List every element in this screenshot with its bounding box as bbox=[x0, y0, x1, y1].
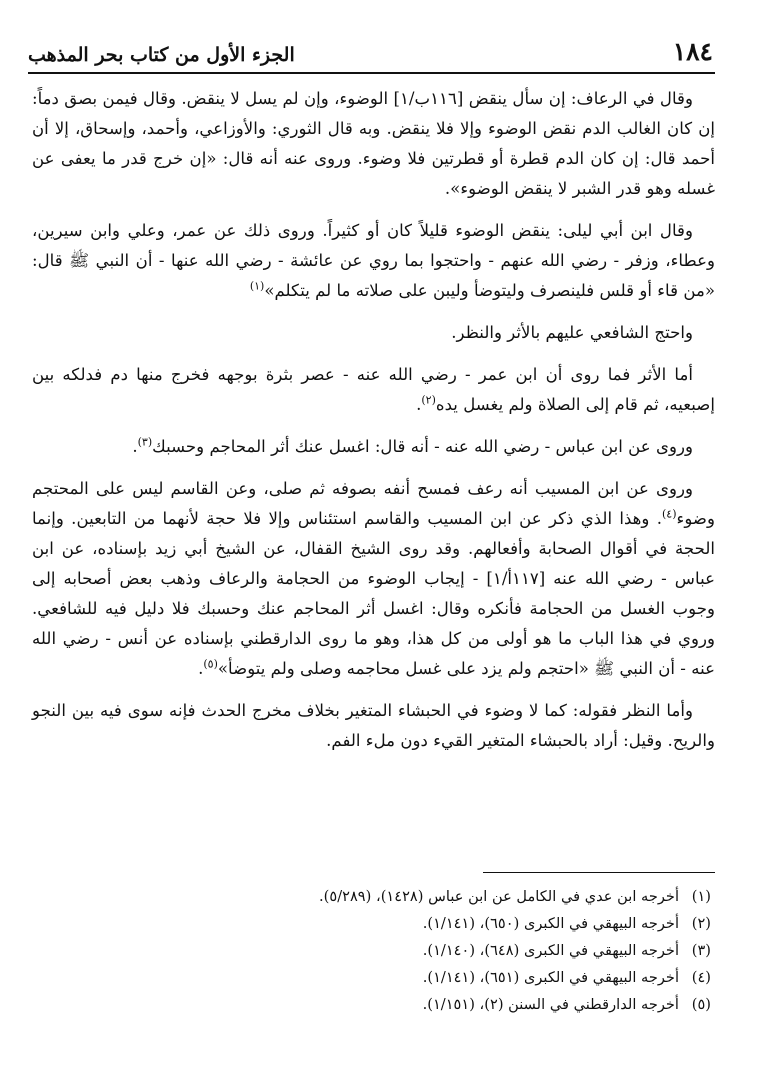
footnotes bbox=[32, 884, 711, 1019]
paragraph-6-end: . bbox=[198, 659, 204, 678]
footnote-ref-3: (٣) bbox=[137, 435, 153, 449]
paragraph-1: وقال في الرعاف: إن سأل ينقض [١١٦ب/١] الوضوء، وإن لم يسل لا ينقض. وقال فيمن بصق دماً: إن كان الغالب الدم نقض الوضوء وإلا فلا ينقض. وبه قال الثوري: والأوزاعي، وأحمد، وإسحاق، إلا أن أحمد قال: إن كان الدم قطرة أو قطرتين فلا وضوء. وروى عنه أنه قال: «إن خرج قدر ما يعفى عن غسله وهو قدر الشبر لا ينقض الوضوء». bbox=[32, 89, 715, 198]
footnote-1 bbox=[32, 884, 711, 910]
footnote-number: (٢) bbox=[691, 915, 711, 932]
main-text bbox=[32, 84, 715, 768]
page-number: ١٨٤ bbox=[672, 37, 713, 66]
footnote-3 bbox=[32, 938, 711, 964]
paragraph-2-text: وقال ابن أبي ليلى: ينقض الوضوء قليلاً كان أو كثيراً. وروى ذلك عن عمر، وعلي وابن سيرين، وعطاء، وزفر - رضي الله عنهم - واحتجوا بما روي عن عائشة - رضي الله عنها - أن النبي ﷺ قال: «من قاء أو قلس فلينصرف وليتوضأ وليبن على صلاته ما لم يتكلم» bbox=[32, 221, 715, 300]
footnote-text: أخرجه البيهقي في الكبرى (٦٥١)، (١/١٤١). bbox=[422, 969, 679, 986]
footnote-4 bbox=[32, 965, 711, 991]
paragraph-3: واحتج الشافعي عليهم بالأثر والنظر. bbox=[451, 323, 693, 342]
paragraph-6 bbox=[32, 474, 715, 684]
running-title: الجزء الأول من كتاب بحر المذهب bbox=[28, 44, 295, 66]
footnote-number: (٣) bbox=[691, 942, 711, 959]
footnote-number: (٤) bbox=[691, 969, 711, 986]
footnote-text: أخرجه البيهقي في الكبرى (٦٤٨)، (١/١٤٠). bbox=[422, 942, 679, 959]
paragraph-5-text: وروى عن ابن عباس - رضي الله عنه - أنه قال: اغسل عنك أثر المحاجم وحسبك bbox=[152, 437, 693, 456]
footnote-divider bbox=[483, 872, 715, 873]
paragraph-4 bbox=[32, 360, 715, 420]
footnote-text: أخرجه ابن عدي في الكامل عن ابن عباس (١٤٢٨)، (٥/٢٨٩). bbox=[319, 888, 679, 905]
page-header bbox=[28, 34, 715, 74]
paragraph-5-end: . bbox=[132, 437, 138, 456]
footnote-ref-2: (٢) bbox=[421, 393, 436, 407]
paragraph-6-text-b: . وهذا الذي ذكر عن ابن المسيب والقاسم استئناس وإلا فلا حجة لأنهما من التابعين. وإنما الحجة في أقوال الصحابة وأفعالهم. وقد روى الشيخ القفال، عن الشيخ أبي زيد بإسناده، عن ابن عباس - رضي الله عنه [١١٧أ/١] - إيجاب الوضوء من الحجامة والرعاف وذهب بعض أصحابه إلى وجوب الغسل من الحجامة فأنكره وقال: اغسل أثر المحاجم عنك وحسبك فلا دليل فيه للشافعي. وروي في هذا الباب ما هو أولى من كل هذا، وهو ما روى الدارقطني بإسناده عن أنس - رضي الله عنه - أن النبي ﷺ «احتجم ولم يزد على غسل محاجمه وصلى ولم يتوضأ» bbox=[32, 509, 715, 678]
footnote-text: أخرجه البيهقي في الكبرى (٦٥٠)، (١/١٤١). bbox=[422, 915, 679, 932]
paragraph-4-end: . bbox=[416, 395, 422, 414]
paragraph-2 bbox=[32, 216, 715, 306]
footnote-number: (٥) bbox=[691, 996, 711, 1013]
footnote-ref-1: (١) bbox=[249, 279, 265, 293]
footnote-number: (١) bbox=[691, 888, 711, 905]
paragraph-6-text-a: وروى عن ابن المسيب أنه رعف فمسح أنفه بصوفه ثم صلى، وعن القاسم ليس على المحتجم وضوء bbox=[32, 479, 715, 528]
paragraph-4-text: أما الأثر فما روى أن ابن عمر - رضي الله عنه - عصر بثرة بوجهه فخرج منها دم فدلكه بين إصبعيه، ثم قام إلى الصلاة ولم يغسل يده bbox=[32, 365, 715, 414]
footnote-2 bbox=[32, 911, 711, 937]
paragraph-7: وأما النظر فقوله: كما لا وضوء في الحبشاء المتغير بخلاف مخرج الحدث فإنه سوى فيه بين النجو والريح. وقيل: أراد بالحبشاء المتغير القيء دون ملء الفم. bbox=[32, 701, 715, 750]
paragraph-5 bbox=[32, 432, 715, 462]
footnote-ref-5: (٥) bbox=[203, 657, 218, 671]
footnote-text: أخرجه الدارقطني في السنن (٢)، (١/١٥١). bbox=[422, 996, 679, 1013]
footnote-ref-4: (٤) bbox=[662, 507, 677, 521]
footnote-5 bbox=[32, 992, 711, 1018]
